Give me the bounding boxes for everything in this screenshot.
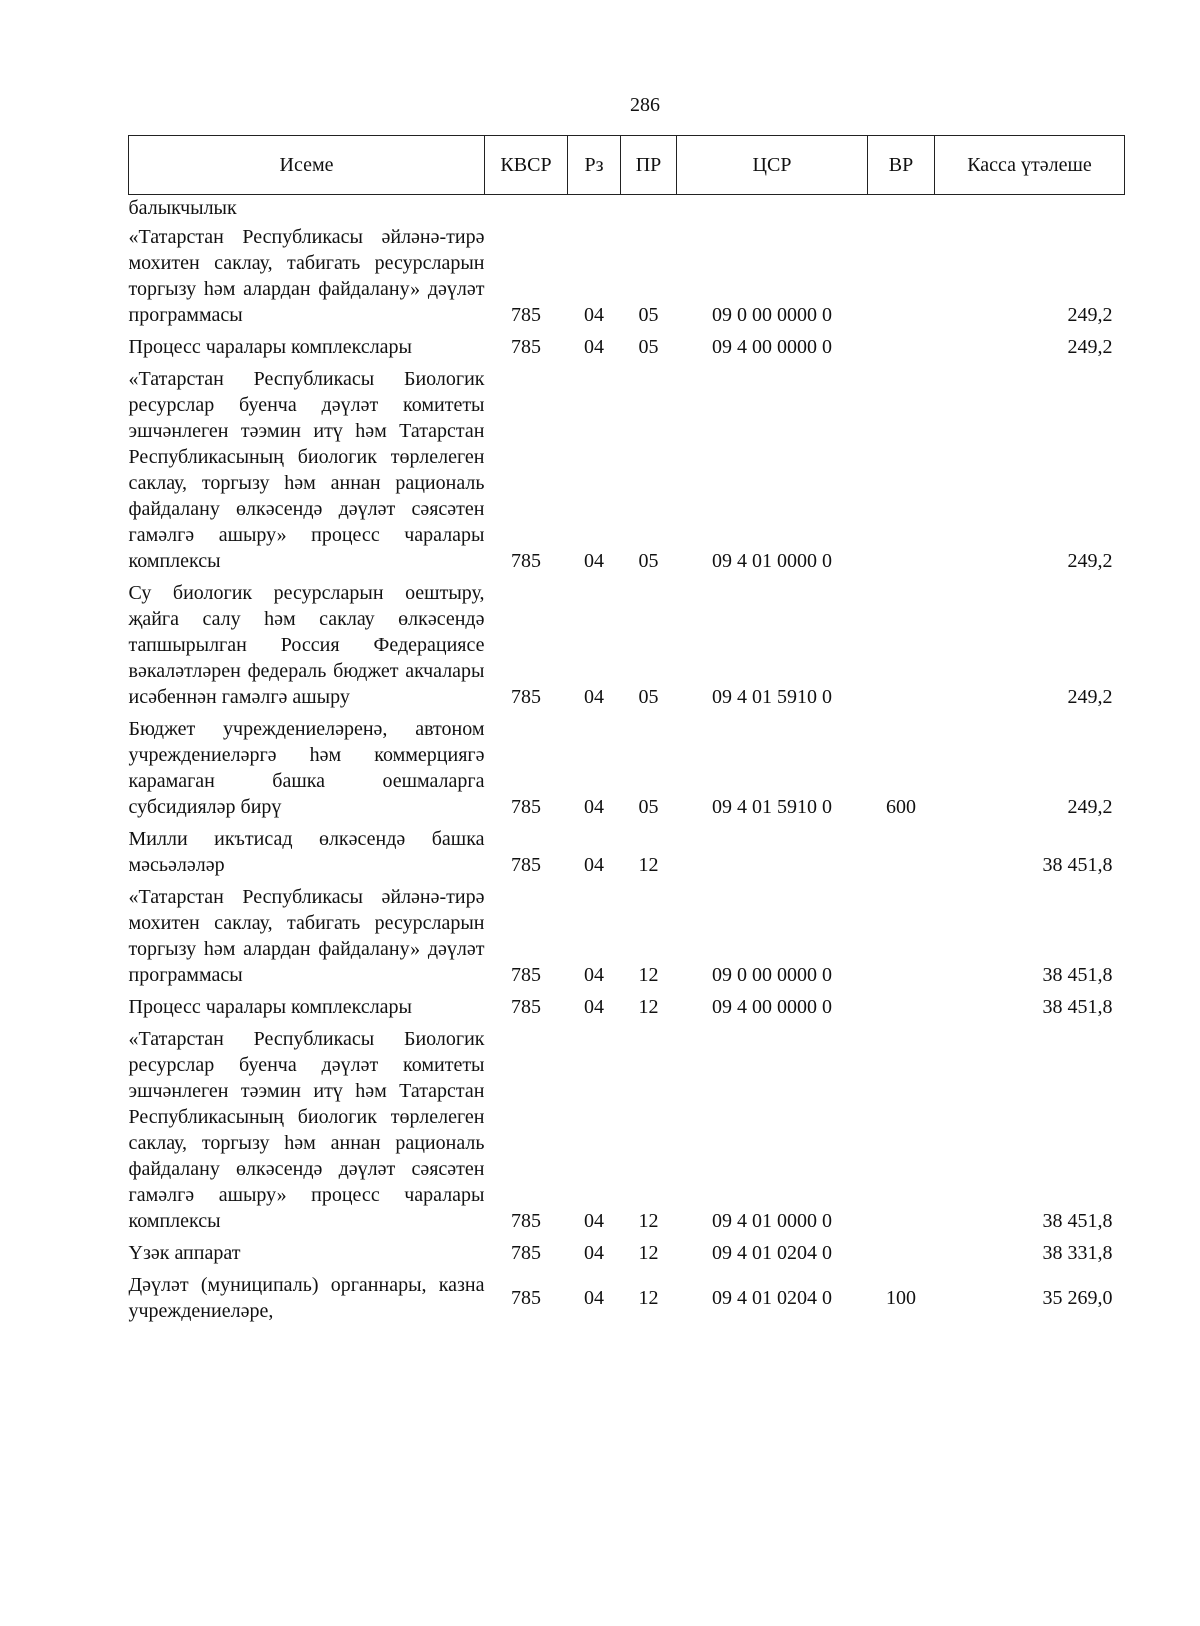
row-vr (868, 881, 935, 991)
table-row (129, 991, 1125, 1023)
row-pr: 05 (638, 336, 659, 358)
table-row (129, 823, 1125, 881)
row-vr (868, 195, 935, 222)
row-pr: 05 (638, 686, 659, 708)
table-row (129, 363, 1125, 577)
row-kassa (935, 195, 1125, 222)
header-tssr: ЦСР (677, 136, 868, 195)
row-pr: 05 (638, 550, 659, 572)
row-kassa: 35 269,0 (1042, 1287, 1113, 1309)
header-kassa: Касса үтәлеше (935, 136, 1125, 195)
row-tssr: 09 4 01 5910 0 (712, 796, 832, 818)
row-name: Милли икътисад өлкәсендә башка мәсьәләләр (128, 828, 485, 876)
row-tssr: 09 4 01 0000 0 (712, 550, 832, 572)
row-vr: 100 (886, 1287, 916, 1309)
row-pr: 12 (638, 996, 659, 1018)
row-rz: 04 (584, 336, 604, 358)
row-kvsr: 785 (511, 336, 541, 358)
row-name: Процесс чаралары комплекслары (128, 996, 412, 1018)
row-name: Су биологик ресурсларын оештыру, җайга салу һәм саклау өлкәсендә тапшырылган Россия Федерациясе вәкаләтләрен федераль бюджет акчалары исәбеннән гамәлгә ашыру (128, 582, 485, 708)
row-kvsr: 785 (511, 1242, 541, 1264)
row-pr: 12 (638, 854, 659, 876)
row-vr (868, 991, 935, 1023)
header-pr: ПР (621, 136, 677, 195)
row-rz: 04 (584, 854, 604, 876)
row-rz: 04 (584, 996, 604, 1018)
row-rz: 04 (584, 550, 604, 572)
row-kassa: 249,2 (1067, 796, 1113, 818)
row-kassa: 249,2 (1067, 686, 1113, 708)
row-vr: 600 (886, 796, 916, 818)
row-pr: 12 (638, 1210, 659, 1232)
row-vr (868, 331, 935, 363)
page-number: 286 (630, 94, 660, 116)
row-kvsr: 785 (511, 1210, 541, 1232)
row-pr (621, 195, 677, 222)
row-name: «Татарстан Республикасы Биологик ресурслар буенча дәүләт комитеты эшчәнлеген тәэмин итү һәм Татарстан Республикасының биологик төрлелеген саклау, торгызу һәм аннан рациональ файдалану өлкәсендә дәүләт сәясәтен гамәлгә ашыру» процесс чаралары комплексы (128, 368, 485, 572)
row-kvsr (485, 195, 568, 222)
row-tssr: 09 4 01 0204 0 (712, 1242, 832, 1264)
table-row (129, 1237, 1125, 1269)
table-row (129, 881, 1125, 991)
row-tssr (677, 195, 868, 222)
header-name: Исеме (129, 136, 485, 195)
row-pr: 12 (638, 964, 659, 986)
row-tssr: 09 4 01 0000 0 (712, 1210, 832, 1232)
row-kvsr: 785 (511, 996, 541, 1018)
table-row (129, 577, 1125, 713)
header-kvsr: КВСР (485, 136, 568, 195)
row-kvsr: 785 (511, 1287, 541, 1309)
table-row (129, 331, 1125, 363)
row-tssr: 09 4 01 0204 0 (712, 1287, 832, 1309)
row-rz: 04 (584, 964, 604, 986)
row-kassa: 38 331,8 (1042, 1242, 1113, 1264)
row-kassa: 38 451,8 (1042, 854, 1113, 876)
row-rz: 04 (584, 304, 604, 326)
row-kvsr: 785 (511, 304, 541, 326)
table-row (129, 221, 1125, 331)
row-kassa: 38 451,8 (1042, 996, 1113, 1018)
row-rz: 04 (584, 796, 604, 818)
table-row (129, 1023, 1125, 1237)
row-vr (868, 823, 935, 881)
row-rz: 04 (584, 1287, 604, 1309)
row-pr: 05 (638, 304, 659, 326)
budget-table (128, 135, 1125, 1327)
row-pr: 12 (638, 1242, 659, 1264)
row-rz: 04 (584, 1210, 604, 1232)
row-tssr: 09 4 01 5910 0 (712, 686, 832, 708)
table-row (129, 1269, 1125, 1327)
header-rz: Рз (568, 136, 621, 195)
row-kvsr: 785 (511, 550, 541, 572)
row-kassa: 249,2 (1067, 336, 1113, 358)
row-kassa: 249,2 (1067, 304, 1113, 326)
row-rz: 04 (584, 686, 604, 708)
row-kvsr: 785 (511, 796, 541, 818)
row-name: балыкчылык (128, 197, 237, 219)
row-vr (868, 577, 935, 713)
table-header-row (129, 136, 1125, 195)
row-name: Дәүләт (муниципаль) органнары, казна учреждениеләре, (128, 1274, 485, 1322)
row-tssr: 09 0 00 0000 0 (712, 304, 832, 326)
row-name: «Татарстан Республикасы Биологик ресурслар буенча дәүләт комитеты эшчәнлеген тәэмин итү һәм Татарстан Республикасының биологик төрлелеген саклау, торгызу һәм аннан рациональ файдалану өлкәсендә дәүләт сәясәтен гамәлгә ашыру» процесс чаралары комплексы (128, 1028, 485, 1232)
row-vr (868, 1023, 935, 1237)
row-kassa: 38 451,8 (1042, 1210, 1113, 1232)
row-pr: 05 (638, 796, 659, 818)
row-name: Үзәк аппарат (128, 1242, 241, 1264)
row-kvsr: 785 (511, 854, 541, 876)
row-kassa: 38 451,8 (1042, 964, 1113, 986)
row-tssr: 09 4 00 0000 0 (712, 336, 832, 358)
row-pr: 12 (638, 1287, 659, 1309)
row-vr (868, 221, 935, 331)
row-name: «Татарстан Республикасы әйләнә-тирә мохитен саклау, табигать ресурсларын торгызу һәм алардан файдалану» дәүләт программасы (128, 226, 485, 326)
table-row (129, 713, 1125, 823)
row-name: Бюджет учреждениеләренә, автоном учреждениеләргә һәм коммерциягә карамаган башка оешмаларга субсидияләр бирү (128, 718, 485, 818)
row-vr (868, 363, 935, 577)
row-tssr (677, 823, 868, 881)
row-name: Процесс чаралары комплекслары (128, 336, 412, 358)
table-row (129, 195, 1125, 222)
row-kvsr: 785 (511, 964, 541, 986)
row-vr (868, 1237, 935, 1269)
row-kvsr: 785 (511, 686, 541, 708)
row-tssr: 09 0 00 0000 0 (712, 964, 832, 986)
row-kassa: 249,2 (1067, 550, 1113, 572)
row-rz: 04 (584, 1242, 604, 1264)
row-name: «Татарстан Республикасы әйләнә-тирә мохитен саклау, табигать ресурсларын торгызу һәм алардан файдалану» дәүләт программасы (128, 886, 485, 986)
row-rz (568, 195, 621, 222)
header-vr: ВР (868, 136, 935, 195)
row-tssr: 09 4 00 0000 0 (712, 996, 832, 1018)
